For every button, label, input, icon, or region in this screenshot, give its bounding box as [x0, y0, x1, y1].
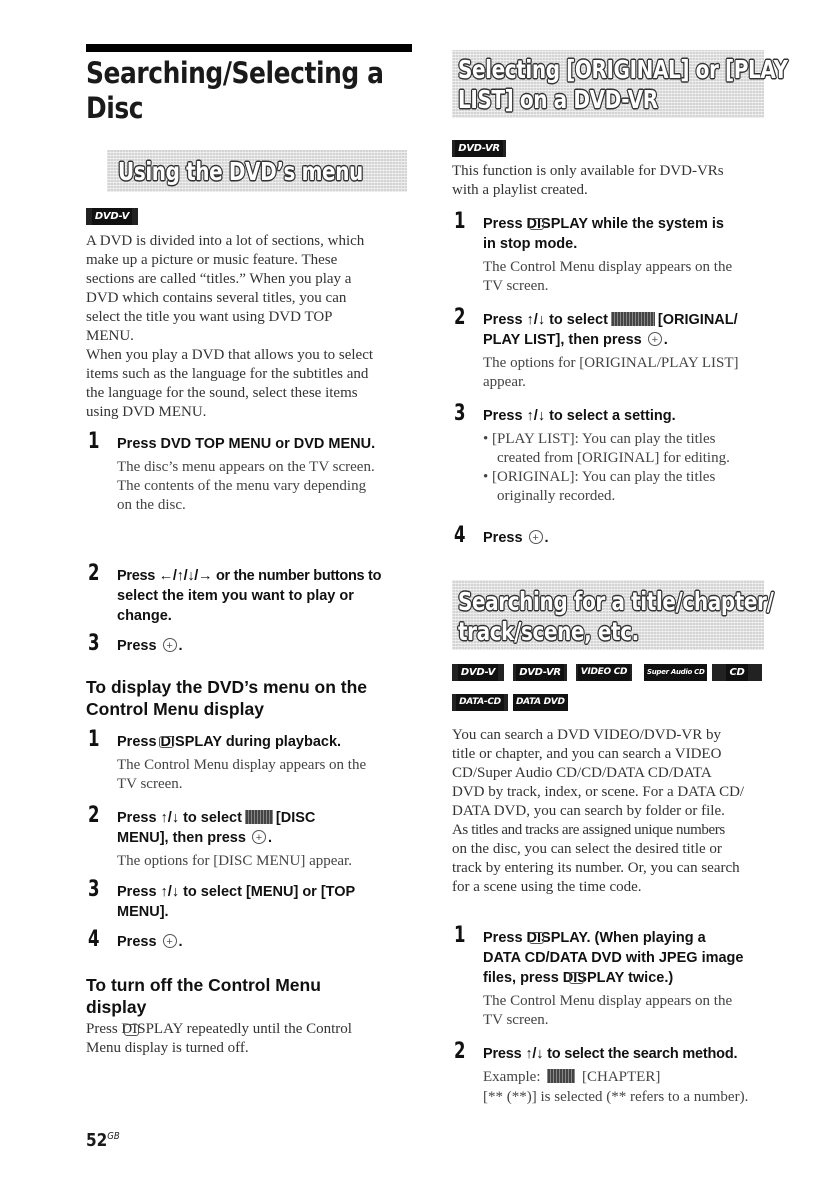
- playlist-step-1: in stop mode.: [483, 236, 578, 252]
- disc-badge-video-cd: VIDEO CD: [576, 664, 632, 681]
- step-2-line: select the item you want to play or: [117, 588, 354, 604]
- playlist-step-4: Press + .: [483, 528, 549, 548]
- subheading-display-menu: To display the DVD’s menu on the: [86, 677, 367, 697]
- search-intro-line: for a scene using the time code.: [452, 879, 642, 895]
- step-desc-line: on the disc.: [117, 497, 186, 513]
- playlist-step-2: Press ↑/↓ to select [ORIGINAL/: [483, 312, 738, 328]
- step-desc-line: The options for [DISC MENU] appear.: [117, 853, 352, 869]
- title-rule: [86, 44, 412, 52]
- original-playlist-icon: [611, 312, 655, 326]
- step-number: 4: [88, 927, 100, 952]
- intro-line: the language for the sound, select these items: [86, 385, 358, 401]
- intro-line: A DVD is divided into a lot of sections, which: [86, 233, 365, 249]
- playlist-intro: This function is only available for DVD-VRs: [452, 163, 724, 179]
- step-1-instruction: Press DVD TOP MENU or DVD MENU.: [117, 436, 376, 452]
- step-number: 3: [88, 631, 100, 656]
- step-desc-line: appear.: [483, 374, 526, 390]
- step-desc-line: TV screen.: [483, 1012, 549, 1028]
- bullet-play-list: created from [ORIGINAL] for editing.: [497, 450, 730, 466]
- disc-badge-dvd-vr: DVD-VR: [513, 664, 567, 681]
- step-number: 4: [454, 523, 466, 548]
- step-number: 3: [88, 877, 100, 902]
- display-icon: [159, 736, 174, 748]
- enter-icon: [252, 830, 266, 844]
- intro-line: select the title you want using DVD TOP: [86, 309, 333, 325]
- enter-icon: [163, 638, 177, 652]
- step-number: 3: [454, 401, 466, 426]
- search-intro-line: on the disc, you can select the desired title or: [452, 841, 722, 857]
- step-desc-line: The contents of the menu vary depending: [117, 478, 367, 494]
- page-title: [86, 56, 384, 126]
- playlist-step-1: Press DISPLAY while the system is: [483, 216, 724, 232]
- display-icon: [124, 1024, 139, 1036]
- intro-line: items such as the language for the subtitles and: [86, 366, 369, 382]
- page-title-line-2: Disc: [86, 91, 144, 125]
- playlist-intro: with a playlist created.: [452, 182, 588, 198]
- step-2-line: Press ←/↑/↓/→ or the number buttons to: [117, 568, 382, 584]
- control-step-1: Press DISPLAY during playback.: [117, 734, 342, 750]
- step-desc-line: The disc’s menu appears on the TV screen.: [117, 459, 375, 475]
- page-title-line-1: Searching/Selecting a: [86, 56, 384, 90]
- enter-icon: [648, 332, 662, 346]
- search-intro-line: DVD by track, index, or scene. For a DATA CD/: [452, 784, 745, 800]
- control-step-3: Press ↑/↓ to select [MENU] or [TOP: [117, 884, 356, 900]
- turn-off-desc: Menu display is turned off.: [86, 1040, 249, 1056]
- disc-badge-cd: CD: [712, 664, 762, 681]
- step-number: 2: [88, 561, 100, 586]
- search-step-1: files, press DISPLAY twice.): [483, 970, 674, 986]
- banner-dvd-menu-text: Using the DVD’s menu: [118, 157, 363, 186]
- step-number: 2: [88, 803, 100, 828]
- step-number: 1: [454, 923, 466, 948]
- disc-badge-data-dvd: DATA DVD: [513, 694, 567, 711]
- display-icon: [529, 218, 544, 230]
- search-step-2: Press ↑/↓ to select the search method.: [483, 1046, 738, 1062]
- banner-original-playlist-text: LIST] on a DVD-VR: [458, 85, 658, 114]
- search-step-1: Press DISPLAY. (When playing a: [483, 930, 706, 946]
- search-intro-line: track by entering its number. Or, you can search: [452, 860, 740, 876]
- search-intro-line: CD/Super Audio CD/CD/DATA CD/DATA: [452, 765, 712, 781]
- playlist-step-2-cont: PLAY LIST], then press + .: [483, 330, 668, 350]
- disc-badge-dvd-v: DVD-V: [86, 208, 138, 225]
- bullet-play-list: • [PLAY LIST]: You can play the titles: [483, 431, 716, 447]
- search-step-1: DATA CD/DATA DVD with JPEG image: [483, 950, 744, 966]
- step-3-instruction: Press + .: [117, 636, 183, 656]
- banner-search-text: Searching for a title/chapter/: [458, 587, 774, 616]
- intro-line: DVD which contains several titles, you can: [86, 290, 347, 306]
- intro-line: When you play a DVD that allows you to select: [86, 347, 374, 363]
- step-desc-line: The options for [ORIGINAL/PLAY LIST]: [483, 355, 739, 371]
- search-example-note: [** (**)] is selected (** refers to a number).: [483, 1089, 749, 1105]
- control-step-3: MENU].: [117, 904, 169, 920]
- search-intro-line: title or chapter, and you can search a VIDEO: [452, 746, 722, 762]
- disc-badge-dvd-v: DVD-V: [452, 664, 504, 681]
- step-desc-line: The Control Menu display appears on the: [483, 993, 733, 1009]
- playlist-step-3: Press ↑/↓ to select a setting.: [483, 408, 676, 424]
- step-number: 2: [454, 1039, 466, 1064]
- display-icon: [569, 972, 584, 984]
- search-intro-line: You can search a DVD VIDEO/DVD-VR by: [452, 727, 721, 743]
- bullet-original: • [ORIGINAL]: You can play the titles: [483, 469, 716, 485]
- step-desc-line: TV screen.: [483, 278, 549, 294]
- display-icon: [529, 932, 544, 944]
- disc-menu-icon: [245, 810, 273, 824]
- control-step-4: Press + .: [117, 932, 183, 952]
- page-number: $52^{GB}$: [86, 1130, 120, 1151]
- step-desc-line: The Control Menu display appears on the: [117, 757, 367, 773]
- control-step-2: Press ↑/↓ to select [DISC: [117, 810, 316, 826]
- chapter-icon: [547, 1069, 575, 1083]
- step-number: 1: [88, 429, 100, 454]
- search-intro-line: DATA DVD, you can search by folder or file.: [452, 803, 725, 819]
- intro-line: MENU.: [86, 328, 134, 344]
- step-number: 2: [454, 305, 466, 330]
- bullet-original: originally recorded.: [497, 488, 616, 504]
- search-example: Example: [CHAPTER]: [483, 1069, 661, 1085]
- disc-badge-super-audio-cd: Super Audio CD: [644, 664, 706, 681]
- enter-icon: [163, 934, 177, 948]
- disc-badge-dvd-vr: DVD-VR: [452, 140, 506, 157]
- disc-badge-data-cd: DATA-CD: [452, 694, 508, 711]
- step-number: 1: [88, 727, 100, 752]
- banner-original-playlist-text: Selecting [ORIGINAL] or [PLAY: [458, 55, 788, 84]
- step-2-line: change.: [117, 608, 172, 624]
- subheading-display-menu: Control Menu display: [86, 699, 264, 719]
- control-step-2-cont: MENU], then press + .: [117, 828, 272, 848]
- intro-line: sections are called “titles.” When you play a: [86, 271, 352, 287]
- intro-line: make up a picture or music feature. These: [86, 252, 338, 268]
- subheading-turn-off: To turn off the Control Menu: [86, 975, 321, 995]
- turn-off-desc: Press DISPLAY repeatedly until the Control: [86, 1021, 352, 1037]
- subheading-turn-off: display: [86, 997, 147, 1017]
- banner-search-text: track/scene, etc.: [458, 617, 639, 646]
- step-desc-line: The Control Menu display appears on the: [483, 259, 733, 275]
- step-number: 1: [454, 209, 466, 234]
- step-desc-line: TV screen.: [117, 776, 183, 792]
- search-intro-line: As titles and tracks are assigned unique numbers: [452, 822, 725, 838]
- intro-line: using DVD MENU.: [86, 404, 207, 420]
- enter-icon: [529, 530, 543, 544]
